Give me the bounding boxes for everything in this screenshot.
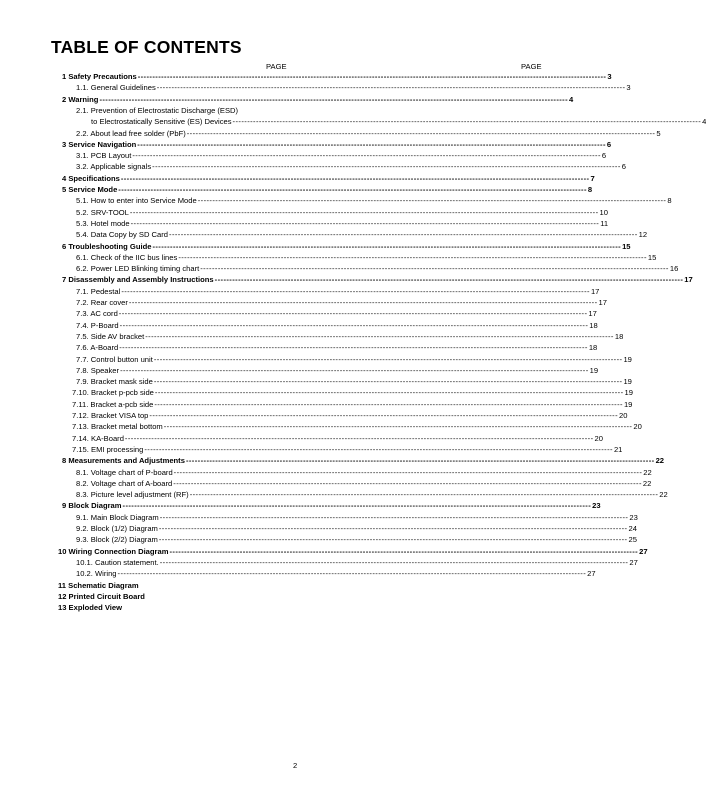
toc-entry-page: 10 [599, 207, 608, 217]
toc-entry [76, 309, 597, 319]
toc-leader: ---------------------------------------------------------------------------------------------------------------------------------------------------------------- [186, 128, 656, 138]
toc-entry [72, 444, 623, 455]
toc-entry-page: 19 [589, 365, 599, 375]
toc-entry-page: 27 [629, 557, 638, 567]
toc-leader: ---------------------------------------------------------------------------------------------------------------------------------------------------------------- [118, 185, 587, 194]
toc-entry [62, 456, 665, 466]
toc-entry-title: 3.2. Applicable signals [76, 162, 152, 172]
toc-entry-title: 5.3. Hotel mode [76, 218, 130, 228]
toc-entry-page: 4 [569, 94, 574, 104]
toc-entry-title: 9 Block Diagram [62, 501, 122, 511]
toc-entry-page: 18 [588, 343, 598, 353]
toc-entry-title: 6.2. Power LED Blinking timing chart [76, 264, 200, 274]
toc-leader: ---------------------------------------------------------------------------------------------------------------------------------------------------------------- [197, 196, 667, 206]
toc-entry-page: 17 [598, 298, 607, 307]
toc-entry-page: 6 [601, 151, 607, 161]
toc-entry-page: 19 [623, 377, 632, 387]
toc-leader: ---------------------------------------------------------------------------------------------------------------------------------------------------------------- [159, 557, 629, 567]
toc-entry-title: 7.15. EMI processing [72, 444, 144, 454]
toc-entry-title: 7.5. Side AV bracket [76, 331, 145, 341]
toc-entry [62, 94, 574, 105]
toc-entry-page: 22 [642, 478, 652, 488]
toc-leader: ---------------------------------------------------------------------------------------------------------------------------------------------------------------- [173, 467, 643, 477]
toc-entry [76, 218, 609, 229]
toc-leader: ---------------------------------------------------------------------------------------------------------------------------------------------------------------- [154, 399, 623, 409]
toc-leader: ---------------------------------------------------------------------------------------------------------------------------------------------------------------- [128, 298, 598, 307]
toc-entry-title: 7.6. A-Board [76, 343, 119, 353]
page-number: 2 [293, 761, 298, 770]
toc-entry-page: 22 [655, 456, 665, 466]
toc-entry-page: 3 [626, 83, 631, 93]
toc-leader: ---------------------------------------------------------------------------------------------------------------------------------------------------------------- [121, 286, 590, 296]
toc-leader: ---------------------------------------------------------------------------------------------------------------------------------------------------------------- [117, 569, 587, 579]
toc-entry-title: 7.2. Rear cover [76, 298, 128, 307]
toc-entry [72, 411, 628, 421]
toc-entry-title: 7.7. Control button unit [76, 354, 153, 364]
toc-leader: ---------------------------------------------------------------------------------------------------------------------------------------------------------------- [124, 433, 594, 443]
toc-leader: ---------------------------------------------------------------------------------------------------------------------------------------------------------------- [153, 377, 623, 387]
toc-entry-title: 7.9. Bracket mask side [76, 377, 153, 387]
toc-leader: ---------------------------------------------------------------------------------------------------------------------------------------------------------------- [130, 218, 600, 228]
toc-entry [62, 275, 693, 285]
toc-entry-title: 7 Disassembly and Assembly Instructions [62, 275, 214, 285]
toc-entry-page: 19 [623, 354, 632, 364]
toc-leader: ---------------------------------------------------------------------------------------------------------------------------------------------------------------- [119, 320, 589, 330]
toc-entry-page: 20 [594, 433, 603, 443]
toc-entry-page: 7 [590, 173, 595, 183]
toc-entry-page: 17 [590, 286, 600, 296]
toc-entry-page: 22 [659, 490, 668, 500]
toc-entry [76, 490, 668, 500]
toc-entry [91, 117, 706, 127]
toc-entry [62, 173, 595, 184]
toc-entry-title: 5.4. Data Copy by SD Card [76, 230, 169, 240]
toc-entry-page: 18 [589, 320, 598, 330]
toc-leader: ---------------------------------------------------------------------------------------------------------------------------------------------------------------- [232, 117, 702, 127]
toc-entry-page: 4 [702, 117, 706, 127]
toc-entry-title: 13 Exploded View [58, 603, 123, 613]
toc-leader: ---------------------------------------------------------------------------------------------------------------------------------------------------------------- [152, 241, 622, 251]
toc-leader: ---------------------------------------------------------------------------------------------------------------------------------------------------------------- [173, 478, 642, 488]
toc-entry-page: 24 [628, 524, 637, 533]
toc-entry-title: 7.12. Bracket VISA top [72, 411, 149, 420]
toc-leader: ---------------------------------------------------------------------------------------------------------------------------------------------------------------- [145, 331, 614, 341]
page-title: TABLE OF CONTENTS [51, 37, 242, 57]
toc-entry [76, 377, 632, 387]
toc-entry-page: 15 [647, 252, 657, 262]
toc-entry [76, 106, 289, 116]
toc-entry-title: 6.1. Check of the IIC bus lines [76, 252, 178, 262]
toc-entry-page: 27 [639, 546, 648, 556]
toc-entry-title: 5.1. How to enter into Service Mode [76, 196, 197, 206]
toc-leader: ---------------------------------------------------------------------------------------------------------------------------------------------------------------- [158, 535, 628, 545]
toc-leader: ---------------------------------------------------------------------------------------------------------------------------------------------------------------- [159, 512, 629, 522]
toc-entry-title: 7.8. Speaker [76, 365, 120, 375]
toc-entry-title: 11 Schematic Diagram [58, 580, 139, 590]
toc-entry [76, 207, 608, 218]
toc-leader: ---------------------------------------------------------------------------------------------------------------------------------------------------------------- [132, 151, 601, 161]
toc-entry [62, 139, 612, 150]
toc-entry-page: 18 [614, 331, 624, 341]
toc-leader: ---------------------------------------------------------------------------------------------------------------------------------------------------------------- [122, 501, 592, 511]
toc-entry-title: 7.11. Bracket a-pcb side [72, 399, 154, 409]
toc-entry [76, 557, 638, 568]
toc-entry-title: 3 Service Navigation [62, 139, 137, 149]
toc-entry-title: 7.4. P-Board [76, 320, 119, 330]
toc-entry-page: 3 [607, 72, 612, 81]
toc-entry-title: 1 Safety Precautions [62, 72, 137, 81]
toc-entry [76, 320, 598, 331]
toc-entry [72, 422, 642, 432]
toc-entry-title: 9.1. Main Block Diagram [76, 512, 159, 522]
toc-leader: ---------------------------------------------------------------------------------------------------------------------------------------------------------------- [185, 456, 655, 466]
toc-entry [58, 546, 648, 557]
toc-entry [76, 162, 626, 172]
toc-leader: ---------------------------------------------------------------------------------------------------------------------------------------------------------------- [169, 230, 638, 240]
toc-entry-title: 2.1. Prevention of Electrostatic Discharge (ESD) [76, 105, 239, 115]
toc-entry-title: 8.2. Voltage chart of A-board [76, 478, 173, 488]
toc-leader: ---------------------------------------------------------------------------------------------------------------------------------------------------------------- [169, 546, 639, 556]
toc-leader: ---------------------------------------------------------------------------------------------------------------------------------------------------------------- [158, 524, 628, 533]
toc-entry [76, 252, 657, 263]
toc-entry [62, 185, 593, 195]
toc-entry-page: 5 [656, 128, 661, 138]
toc-entry [76, 478, 652, 489]
toc-entry [76, 365, 599, 376]
toc-entry-page: 6 [621, 162, 626, 172]
toc-entry-title: 1.1. General Guidelines [76, 83, 156, 93]
toc-entry-title: to Electrostatically Sensitive (ES) Devices [91, 117, 232, 127]
toc-entry-page: 15 [622, 241, 631, 251]
toc-entry-title: 12 Printed Circuit Board [58, 591, 145, 601]
toc-leader: ---------------------------------------------------------------------------------------------------------------------------------------------------------------- [144, 444, 613, 454]
toc-entry-page: 23 [629, 512, 638, 522]
toc-entry [62, 241, 631, 252]
toc-leader: ---------------------------------------------------------------------------------------------------------------------------------------------------------------- [163, 422, 633, 432]
toc-entry-page: 19 [623, 399, 633, 409]
toc-entry [76, 467, 652, 478]
toc-entry-title: 9.2. Block (1/2) Diagram [76, 524, 158, 533]
toc-entry-page: 22 [643, 467, 652, 477]
toc-entry-title: 5 Service Mode [62, 185, 118, 194]
toc-entry [58, 603, 289, 613]
toc-entry-title: 7.10. Bracket p-pcb side [72, 388, 154, 398]
page-column-header-left: PAGE [266, 62, 287, 71]
toc-leader: ---------------------------------------------------------------------------------------------------------------------------------------------------------------- [149, 411, 619, 420]
toc-entry-title: 9.3. Block (2/2) Diagram [76, 535, 158, 545]
toc-entry-page: 19 [624, 388, 633, 398]
toc-entry [76, 230, 648, 240]
toc-leader: ---------------------------------------------------------------------------------------------------------------------------------------------------------------- [153, 354, 623, 364]
toc-entry [76, 524, 637, 534]
toc-entry-page: 27 [587, 569, 596, 579]
toc-entry [58, 592, 289, 602]
toc-entry [76, 151, 607, 161]
toc-leader: ---------------------------------------------------------------------------------------------------------------------------------------------------------------- [120, 365, 589, 375]
toc-entry-title: 8.1. Voltage chart of P-board [76, 467, 173, 477]
toc-entry [76, 83, 631, 93]
toc-entry-title: 6 Troubleshooting Guide [62, 241, 152, 251]
toc-entry [72, 433, 603, 444]
toc-entry [76, 196, 672, 206]
toc-leader: ---------------------------------------------------------------------------------------------------------------------------------------------------------------- [178, 252, 647, 262]
toc-entry [62, 72, 612, 82]
toc-entry [72, 388, 633, 398]
toc-entry [76, 535, 637, 545]
toc-entry-title: 7.1. Pedestal [76, 286, 121, 296]
toc-entry [76, 512, 638, 523]
toc-entry-title: 10 Wiring Connection Diagram [58, 546, 169, 556]
toc-entry-page: 25 [628, 535, 637, 545]
toc-entry [76, 128, 661, 139]
toc-leader: ---------------------------------------------------------------------------------------------------------------------------------------------------------------- [214, 275, 684, 285]
toc-entry [62, 501, 601, 511]
toc-entry-title: 7.3. AC cord [76, 309, 118, 319]
toc-entry-page: 12 [638, 230, 648, 240]
toc-leader: ---------------------------------------------------------------------------------------------------------------------------------------------------------------- [99, 94, 569, 104]
toc-leader: ---------------------------------------------------------------------------------------------------------------------------------------------------------------- [137, 139, 606, 149]
toc-entry [76, 331, 624, 342]
toc-entry-page: 17 [588, 309, 597, 319]
toc-entry [76, 343, 598, 353]
toc-entry-page: 20 [619, 411, 628, 420]
toc-entry-page: 6 [606, 139, 612, 149]
toc-entry [58, 581, 289, 591]
toc-entry [76, 354, 632, 365]
toc-entry-title: 7.14. KA-Board [72, 433, 124, 443]
toc-entry [76, 264, 679, 274]
toc-entry-page: 16 [669, 264, 679, 274]
toc-entry-page: 23 [592, 501, 601, 511]
toc-entry [76, 298, 607, 308]
toc-entry-title: 10.1. Caution statement. [76, 557, 159, 567]
page-column-header-right: PAGE [521, 62, 542, 71]
toc-entry [72, 399, 633, 410]
toc-entry-title: 2.2. About lead free solder (PbF) [76, 128, 186, 138]
toc-entry-page: 21 [613, 444, 623, 454]
toc-entry-title: 5.2. SRV-TOOL [76, 207, 129, 217]
toc-entry [76, 286, 600, 297]
toc-leader: ---------------------------------------------------------------------------------------------------------------------------------------------------------------- [189, 490, 659, 500]
toc-entry-title: 2 Warning [62, 94, 99, 104]
toc-entry-page: 20 [633, 422, 642, 432]
toc-leader: ---------------------------------------------------------------------------------------------------------------------------------------------------------------- [154, 388, 624, 398]
toc-entry-title: 8 Measurements and Adjustments [62, 456, 185, 466]
toc-entry [76, 569, 596, 579]
toc-leader: ---------------------------------------------------------------------------------------------------------------------------------------------------------------- [118, 309, 588, 319]
toc-entry-page: 8 [667, 196, 672, 206]
toc-entry-page: 8 [587, 185, 593, 194]
toc-leader: ---------------------------------------------------------------------------------------------------------------------------------------------------------------- [129, 207, 599, 217]
toc-leader: ---------------------------------------------------------------------------------------------------------------------------------------------------------------- [156, 83, 626, 93]
toc-leader: ---------------------------------------------------------------------------------------------------------------------------------------------------------------- [200, 264, 669, 274]
toc-entry-page: 17 [684, 275, 693, 285]
toc-entry-title: 3.1. PCB Layout [76, 151, 132, 161]
toc-leader: ---------------------------------------------------------------------------------------------------------------------------------------------------------------- [119, 343, 588, 353]
toc-entry-page: 11 [600, 218, 609, 228]
toc-leader: ---------------------------------------------------------------------------------------------------------------------------------------------------------------- [152, 162, 621, 172]
toc-entry-title: 7.13. Bracket metal bottom [72, 422, 163, 432]
toc-leader: ---------------------------------------------------------------------------------------------------------------------------------------------------------------- [120, 173, 590, 183]
toc-entry-title: 8.3. Picture level adjustment (RF) [76, 490, 189, 500]
toc-entry-title: 10.2. Wiring [76, 569, 117, 579]
toc-leader: ---------------------------------------------------------------------------------------------------------------------------------------------------------------- [137, 72, 607, 81]
toc-entry-title: 4 Specifications [62, 173, 120, 183]
